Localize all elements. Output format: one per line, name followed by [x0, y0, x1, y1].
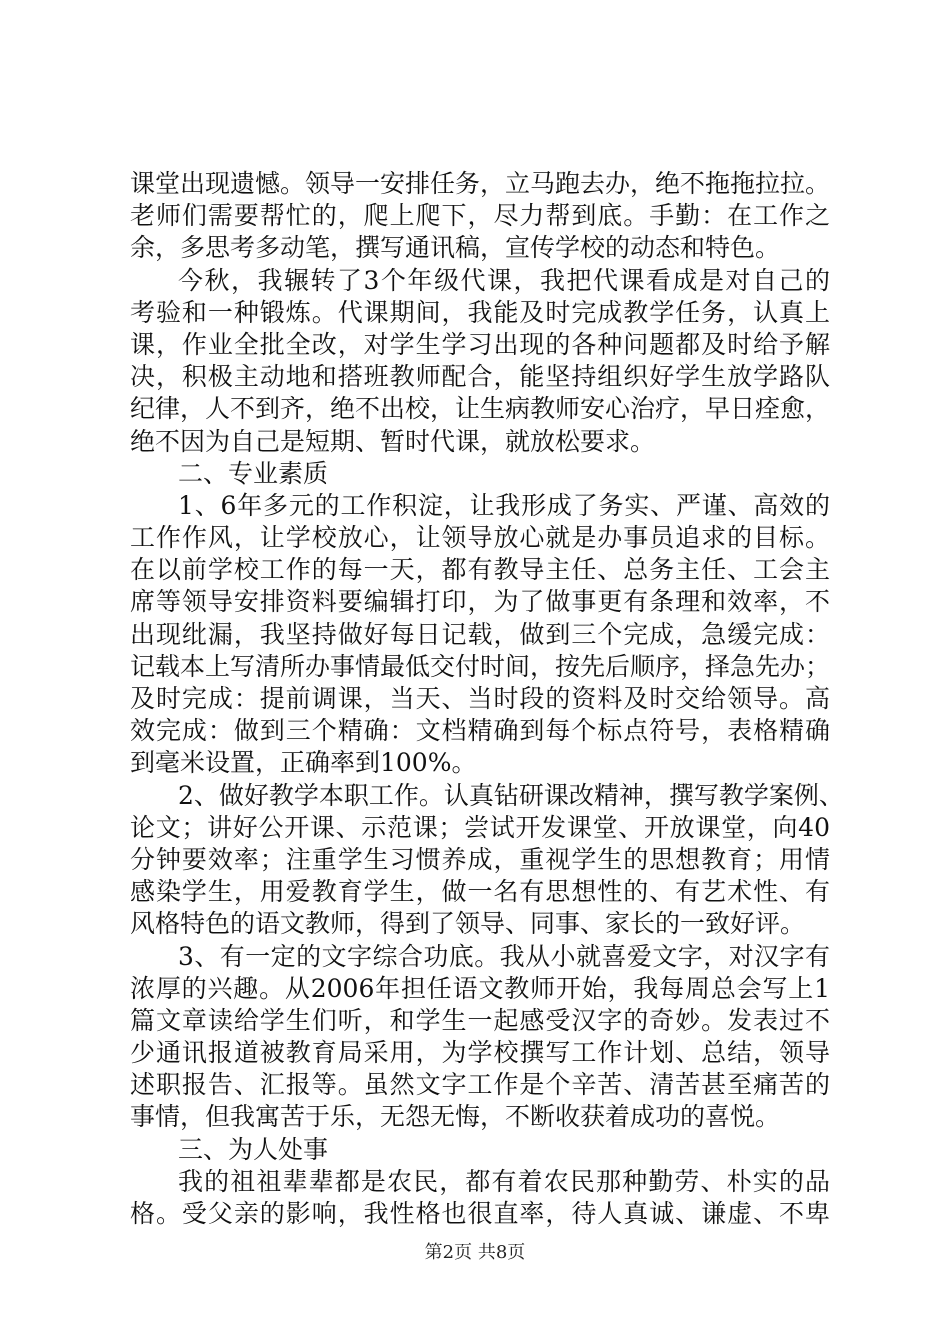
text-line: 课，作业全批全改，对学生学习出现的各种问题都及时给予解	[130, 329, 830, 359]
text-line: 绝不因为自己是短期、暂时代课，就放松要求。	[130, 426, 656, 456]
text-line: 效完成：做到三个精确：文档精确到每个标点符号，表格精确	[130, 716, 830, 746]
text-line: 述职报告、汇报等。虽然文字工作是个辛苦、清苦甚至痛苦的	[130, 1070, 830, 1100]
text-line: 记载本上写清所办事情最低交付时间，按先后顺序，择急先办；	[130, 651, 831, 681]
text-line: 风格特色的语文教师，得到了领导、同事、家长的一致好评。	[130, 909, 806, 939]
text-line: 事情，但我寓苦于乐，无怨无悔，不断收获着成功的喜悦。	[130, 1102, 781, 1132]
text-line: 课堂出现遗憾。领导一安排任务，立马跑去办，绝不拖拖拉拉。	[130, 169, 831, 198]
text-line: 今秋，我辗转了3个年级代课，我把代课看成是对自己的	[178, 265, 830, 295]
text-line: 论文；讲好公开课、示范课；尝试开发课堂、开放课堂，向40	[130, 812, 830, 842]
text-line: 决，积极主动地和搭班教师配合，能坚持组织好学生放学路队	[130, 362, 830, 392]
text-line: 分钟要效率；注重学生习惯养成，重视学生的思想教育；用情	[130, 844, 830, 874]
text-line: 考验和一种锻炼。代课期间，我能及时完成教学任务，认真上	[130, 297, 830, 327]
text-line: 及时完成：提前调课，当天、当时段的资料及时交给领导。高	[130, 684, 830, 713]
document-body	[130, 168, 844, 1230]
text-line: 篇文章读给学生们听，和学生一起感受汉字的奇妙。发表过不	[130, 1005, 830, 1035]
text-line: 3、有一定的文字综合功底。我从小就喜爱文字，对汉字有	[178, 941, 830, 971]
text-line: 我的祖祖辈辈都是农民，都有着农民那种勤劳、朴实的品	[178, 1166, 830, 1196]
text-line: 出现纰漏，我坚持做好每日记载，做到三个完成，急缓完成：	[130, 619, 830, 649]
section-heading: 三、为人处事	[178, 1134, 329, 1164]
text-line: 席等领导安排资料要编辑打印，为了做事更有条理和效率，不	[130, 587, 830, 617]
text-line: 2、做好教学本职工作。认真钻研课改精神，撰写教学案例、	[178, 780, 844, 810]
text-line: 格。受父亲的影响，我性格也很直率，待人真诚、谦虚、不卑	[130, 1199, 830, 1228]
text-line: 余，多思考多动笔，撰写通讯稿，宣传学校的动态和特色。	[130, 233, 781, 263]
text-line: 少通讯报道被教育局采用，为学校撰写工作计划、总结，领导	[130, 1038, 830, 1068]
text-line: 到毫米设置，正确率到100%。	[130, 748, 477, 778]
section-heading: 二、专业素质	[178, 458, 329, 488]
text-line: 在以前学校工作的每一天，都有教导主任、总务主任、工会主	[130, 555, 830, 585]
text-line: 老师们需要帮忙的，爬上爬下，尽力帮到底。手勤：在工作之	[130, 201, 830, 231]
page-footer: 第2页 共8页	[424, 1242, 526, 1263]
text-line: 1、6年多元的工作积淀，让我形成了务实、严谨、高效的	[178, 490, 830, 520]
text-line: 工作作风，让学校放心，让领导放心就是办事员追求的目标。	[130, 523, 830, 553]
text-line: 纪律，人不到齐，绝不出校，让生病教师安心治疗，早日痊愈，	[130, 394, 831, 424]
text-line: 浓厚的兴趣。从2006年担任语文教师开始，我每周总会写上1	[130, 973, 830, 1003]
text-line: 感染学生，用爱教育学生，做一名有思想性的、有艺术性、有	[130, 877, 830, 907]
